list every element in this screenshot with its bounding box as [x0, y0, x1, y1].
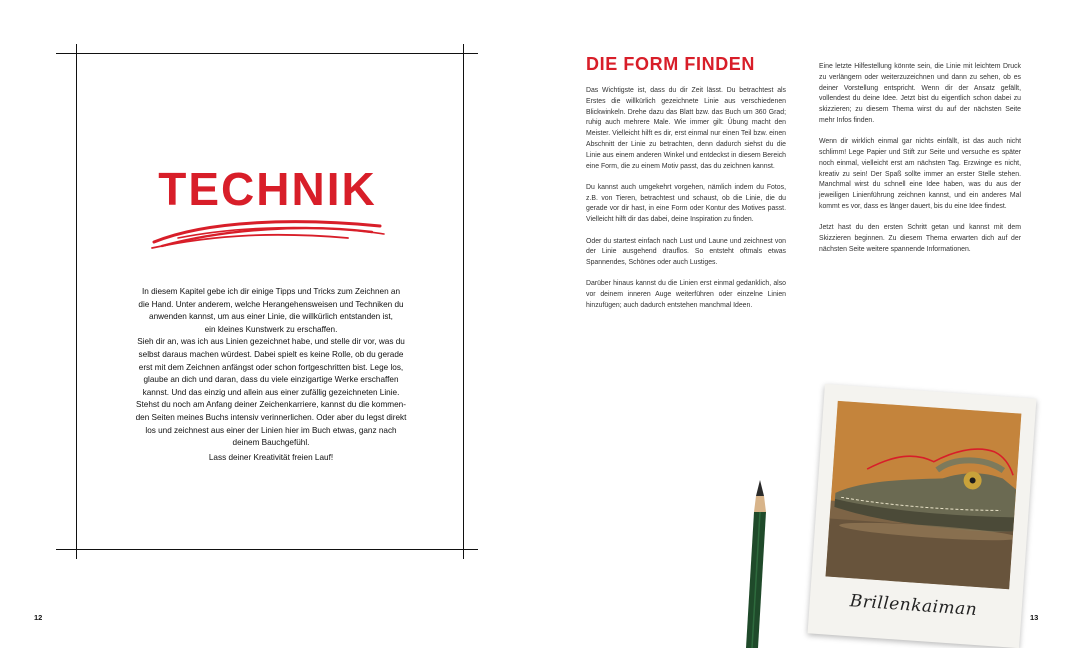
swoosh-underline-icon — [148, 212, 388, 252]
intro-line: glaube an dich und daran, dass du viele einzigartige Werke erschaffen — [143, 375, 399, 385]
paragraph: Jetzt hast du den ersten Schritt getan und kannst mit dem Skizzieren beginnen. Zu diesem Thema erwarten dich auf der nächsten Seite weitere spannende Informationen. — [819, 224, 1021, 253]
intro-line: Stehst du noch am Anfang deiner Zeichenkarriere, kannst du die kommen- — [136, 400, 406, 410]
page-number-right: 13 — [1030, 613, 1039, 622]
intro-line: Lass deiner Kreativität freien Lauf! — [208, 452, 334, 462]
intro-line: los und zeichnest aus einer der Linien hier im Buch etwas, ganz nach — [145, 425, 397, 435]
polaroid-caption: Brillenkaiman — [849, 591, 978, 621]
intro-line: selbst daraus machen würdest. Dabei spielt es keine Rolle, ob du gerade — [138, 349, 404, 359]
intro-line: deinem Bauchgefühl. — [232, 438, 310, 448]
pencil-illustration-icon — [738, 478, 778, 648]
polaroid-photo — [808, 384, 1037, 648]
frame-bottom-line — [56, 549, 478, 550]
paragraph: Oder du startest einfach nach Lust und Laune und zeichnest von der Linie ausgehend drauflos. So entsteht oftmals etwas Spannendes, Schönes oder auch Lustiges. — [586, 237, 786, 267]
intro-line: die Hand. Unter anderem, welche Herangehensweisen und Techniken du — [138, 299, 404, 309]
intro-line: In diesem Kapitel gebe ich dir einige Tipps und Tricks zum Zeichnen an — [141, 287, 401, 296]
crocodile-photo-icon — [826, 401, 1022, 589]
paragraph: Du kannst auch umgekehrt vorgehen, nämlich indem du Fotos, z.B. von Tieren, betrachtest und schaust, ob die Linie, die du gerade vor dir hast, in eine Form oder Kontur des Motives passt. Vielleicht hilft dir das dabei, deine Inspiration zu finden. — [586, 183, 786, 224]
paragraph: Wenn dir wirklich einmal gar nichts einfällt, ist das auch nicht schlimm! Lege Papier und Stift zur Seite und versuche es später noch einmal, vielleicht erst am nächsten Tag. Erzwinge es nicht, kreativ zu sein! Der Spaß sollte immer an erster Stelle stehen. Manchmal wirst du schnell eine Idee haben, was du aus der jeweiligen Linienführung zeichnen kannst, und ein anderes Mal kommt es vor, dass es länger dauert, bis du eine Idee findest. — [819, 138, 1021, 211]
intro-line: erst mit dem Zeichnen anfängst oder schon fortgeschritten bist. Lege los, — [138, 362, 404, 372]
text-column-2 — [819, 62, 1021, 266]
intro-text — [96, 286, 446, 464]
intro-line: Sieh dir an, was ich aus Linien gezeichnet habe, und stelle dir vor, was du — [137, 337, 405, 347]
text-column-1 — [586, 86, 786, 322]
intro-line: anwenden kannst, um aus einer Linie, die willkürlich entstanden ist, — [149, 312, 393, 322]
section-title: DIE FORM FINDEN — [586, 54, 755, 74]
intro-line: kannst. Und das einzig und allein aus einer zufällig gezeichneten Linie. — [142, 387, 400, 397]
left-page — [0, 0, 535, 648]
paragraph: Eine letzte Hilfestellung könnte sein, die Linie mit leichtem Druck zu verlängern oder weiterzuzeichnen und dann zu sehen, ob es deiner Vorstellung entspricht. Wenn dir der Ansatz gefällt, vollendest du deine Idee. Jetzt bist du eigentlich schon dabei zu skizzieren; zu diesem Thema wirst du auf der nächsten Seite mehr Infos finden. — [819, 63, 1021, 124]
intro-line: ein kleines Kunstwerk zu erschaffen. — [204, 324, 338, 334]
page-number-left: 12 — [34, 613, 43, 622]
frame-right-line — [463, 44, 464, 559]
chapter-title: TECHNIK — [158, 163, 377, 215]
paragraph: Darüber hinaus kannst du die Linien erst einmal gedanklich, also vor deinem inneren Auge weiterführen oder einzelne Linien hinzufügen; auch dadurch entstehen manchmal Ideen. — [586, 280, 786, 310]
frame-left-line — [76, 44, 77, 559]
paragraph: Das Wichtigste ist, dass du dir Zeit lässt. Du betrachtest als Erstes die willkürlich gezeichnete Linie aus verschiedenen Blickwinkeln. Drehe dazu das Blatt bzw. das Buch um 360 Grad; ruhig auch mehrere Male. Wie immer gilt: Übung macht den Meister. Vielleicht hilft es dir, erst einmal nur einen Teil bzw. einen Abschnitt der Linie zu betrachten, denn dadurch siehst du die Linie aus einem anderen Winkel und entdeckst in diesem Bereich eine Form, die zu einem Motiv passt, das du zeichnen kannst. — [586, 87, 786, 170]
intro-line: den Seiten meines Buchs intensiv verinnerlichen. Oder aber du legst direkt — [135, 412, 407, 422]
frame-top-line — [56, 53, 478, 54]
